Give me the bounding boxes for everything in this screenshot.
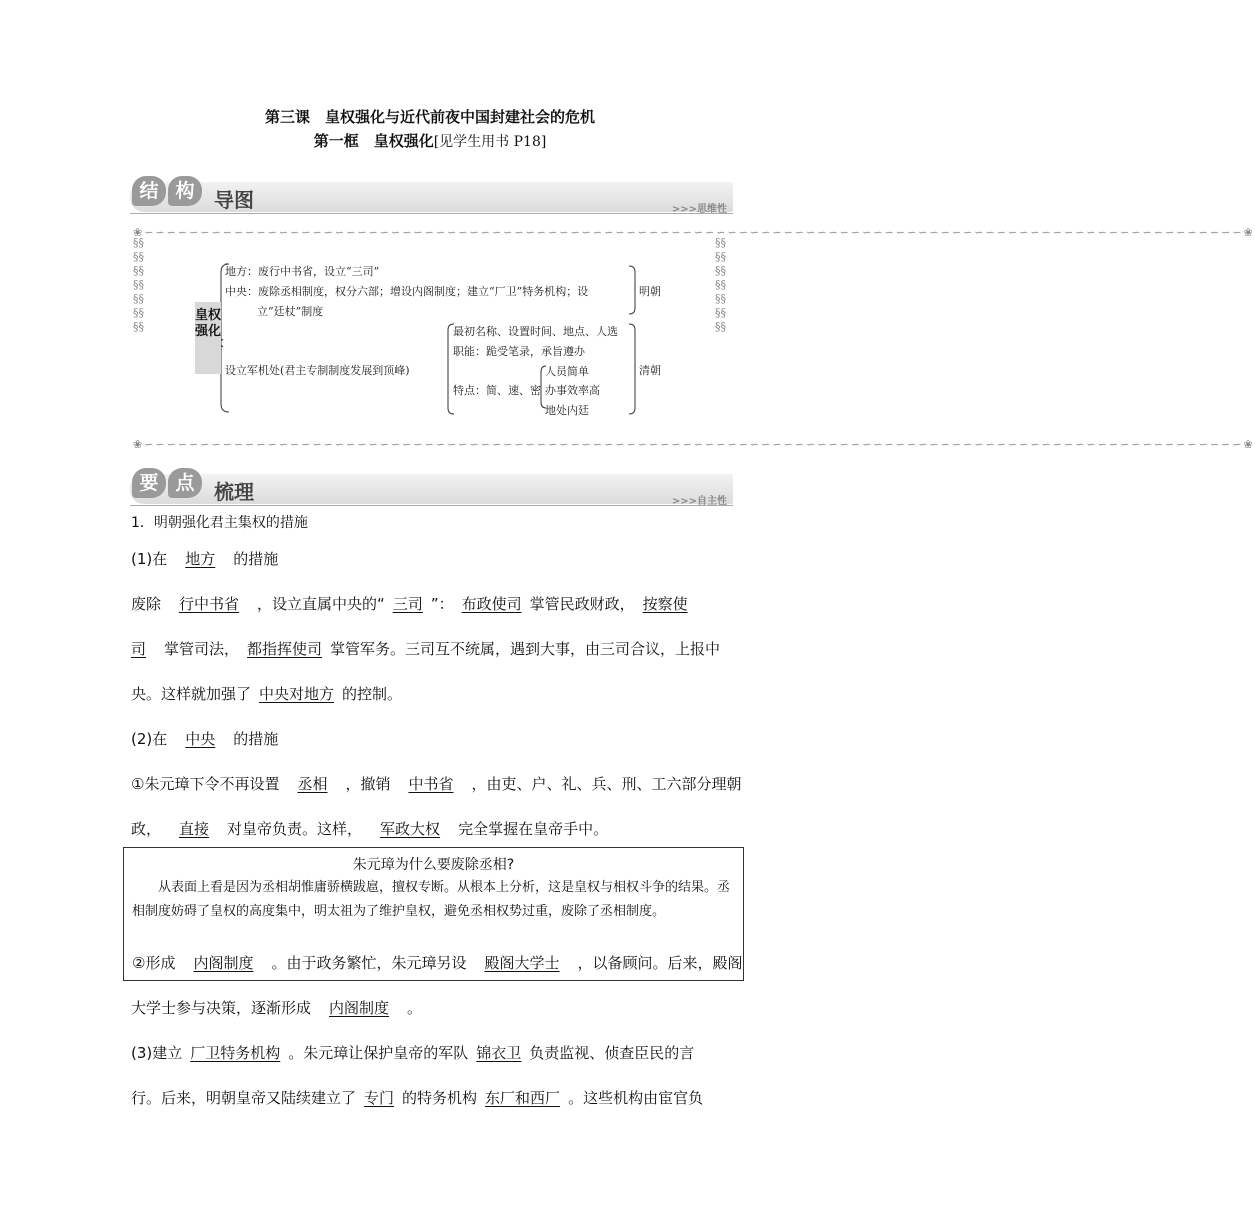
answer-blank: 专门 xyxy=(364,1089,395,1107)
banner-word: 导图 xyxy=(214,188,254,212)
banner-badge: 结 xyxy=(132,176,166,206)
section-title xyxy=(0,130,860,151)
answer-blank: 司 xyxy=(131,640,147,658)
decorative-border: §§§§§§§§§§§§§§ xyxy=(133,236,144,333)
answer-blank: 东厂和西厂 xyxy=(485,1089,561,1107)
ming-bracket xyxy=(629,266,635,314)
qing-feature-2: 办事效率高 xyxy=(545,384,600,397)
qing-feature-1: 人员简单 xyxy=(545,365,589,378)
qing-duty: 职能：跪受笔录，承旨遵办 xyxy=(453,345,585,358)
answer-blank: 布政使司 xyxy=(461,595,522,613)
qing-feature: 特点：简、速、密 xyxy=(453,384,541,397)
banner-word: 梳理 xyxy=(214,480,254,504)
note-title: 朱元璋为什么要废除丞相? xyxy=(352,857,515,873)
decorative-border: ❀∽∽∽∽∽∽∽∽∽∽∽∽∽∽∽∽∽∽∽∽∽∽∽∽∽∽∽∽∽∽∽∽∽∽∽∽∽∽∽∽∽∽∽∽∽∽∽∽∽∽∽∽∽∽∽∽∽∽∽∽∽∽∽∽∽∽∽∽∽∽∽∽∽∽∽∽∽∽∽∽∽∽∽∽∽∽∽∽∽∽∽∽∽∽∽∽∽∽❀ xyxy=(133,438,1255,451)
answer-blank: 内阁制度 xyxy=(329,999,390,1017)
ming-central: 中央：废除丞相制度，权分六部；增设内阁制度；建立“厂卫”特务机构；设 xyxy=(225,285,589,298)
para-line: 司 掌管司法， 都指挥使司 掌管军务。三司互不统属，遇到大事，由三司合议，上报中 xyxy=(131,640,721,658)
ming-local: 地方：废行中书省，设立“三司” xyxy=(225,265,380,278)
banner-badge: 构 xyxy=(168,176,202,206)
answer-blank: 直接 xyxy=(179,820,210,838)
answer-blank: 锦衣卫 xyxy=(476,1044,522,1062)
answer-blank: 地方 xyxy=(185,550,216,568)
ming-label: 明朝 xyxy=(639,285,661,298)
section-ref: [见学生用书 P18] xyxy=(433,134,547,150)
banner-badge: 点 xyxy=(168,468,202,498)
answer-blank: 厂卫特务机构 xyxy=(190,1044,281,1062)
answer-blank: 中央 xyxy=(185,730,216,748)
structure-map-banner xyxy=(130,176,733,216)
para-line: 大学士参与决策，逐渐形成 内阁制度 。 xyxy=(131,999,423,1017)
qing-label: 清朝 xyxy=(639,364,661,377)
para-line: 政， 直接 对皇帝负责。这样， 军政大权 完全掌握在皇帝手中。 xyxy=(131,820,609,838)
answer-blank: 丞相 xyxy=(297,775,328,793)
qing-origin: 最初名称、设置时间、地点、人选 xyxy=(453,325,618,338)
section-title-text: 第一框 皇权强化 xyxy=(313,132,434,150)
lesson-title: 第三课 皇权强化与近代前夜中国封建社会的危机 xyxy=(264,108,595,126)
answer-blank: 内阁制度 xyxy=(193,954,254,972)
para-line: 行。后来，明朝皇帝又陆续建立了 专门 的特务机构 东厂和西厂 。这些机构由宦官负 xyxy=(131,1089,704,1107)
qing-main: 设立军机处(君主专制制度发展到顶峰) xyxy=(225,364,410,377)
qing-feature-3: 地处内廷 xyxy=(545,404,589,417)
answer-blank: 行中书省 xyxy=(179,595,240,613)
map-brackets xyxy=(133,226,1255,452)
answer-blank: 军政大权 xyxy=(380,820,441,838)
answer-blank: 殿阁大学士 xyxy=(484,954,560,972)
ming-central-cont: 立“廷杖”制度 xyxy=(257,305,324,318)
decorative-border: §§§§§§§§§§§§§§ xyxy=(715,236,726,333)
answer-blank: 三司 xyxy=(392,595,423,613)
answer-blank: 按察使 xyxy=(642,595,688,613)
para-central-heading: (2)在 中央 的措施 xyxy=(131,730,279,748)
answer-blank: 都指挥使司 xyxy=(247,640,323,658)
answer-blank: 中书省 xyxy=(408,775,454,793)
qing-right-bracket xyxy=(629,324,635,414)
note-body: 从表面上看是因为丞相胡惟庸骄横跋扈，擅权专断。从根本上分析，这是皇权与相权斗争的结果。丞相制度妨碍了皇权的高度集中，明太祖为了维护皇权，避免丞相权势过重，废除了丞相制度。 xyxy=(132,880,731,919)
mind-map xyxy=(133,226,1255,452)
para-line: 废除 行中书省 ，设立直属中央的“ 三司 ”： 布政使司 掌管民政财政， 按察使 xyxy=(131,593,731,614)
banner-tag: >>>思维性 xyxy=(671,204,727,215)
note-box xyxy=(123,847,744,981)
banner-badge: 要 xyxy=(132,468,166,498)
answer-blank: 中央对地方 xyxy=(259,685,335,703)
para-line: ①朱元璋下令不再设置 丞相 ，撤销 中书省 ，由吏、户、礼、兵、刑、工六部分理朝 xyxy=(131,775,742,793)
root-node: 皇权强化 xyxy=(195,302,221,374)
heading-1: 1．明朝强化君主集权的措施 xyxy=(131,515,308,531)
para-line: (3)建立 厂卫特务机构 。朱元璋让保护皇帝的军队 锦衣卫 负责监视、侦查臣民的言 xyxy=(131,1044,695,1062)
banner-tag: >>>自主性 xyxy=(671,496,727,507)
key-points-banner xyxy=(130,468,733,508)
decorative-border: ❀∽∽∽∽∽∽∽∽∽∽∽∽∽∽∽∽∽∽∽∽∽∽∽∽∽∽∽∽∽∽∽∽∽∽∽∽∽∽∽∽∽∽∽∽∽∽∽∽∽∽∽∽∽∽∽∽∽∽∽∽∽∽∽∽∽∽∽∽∽∽∽∽∽∽∽∽∽∽∽∽∽∽∽∽∽∽∽∽∽∽∽∽∽∽∽∽∽∽❀ xyxy=(133,226,1255,239)
para-local-heading: (1)在 地方 的措施 xyxy=(131,550,279,568)
para-line: ②形成 内阁制度 。由于政务繁忙，朱元璋另设 殿阁大学士 ，以备顾问。后来，殿阁 xyxy=(132,954,743,972)
para-line: 央。这样就加强了 中央对地方 的控制。 xyxy=(131,685,403,703)
